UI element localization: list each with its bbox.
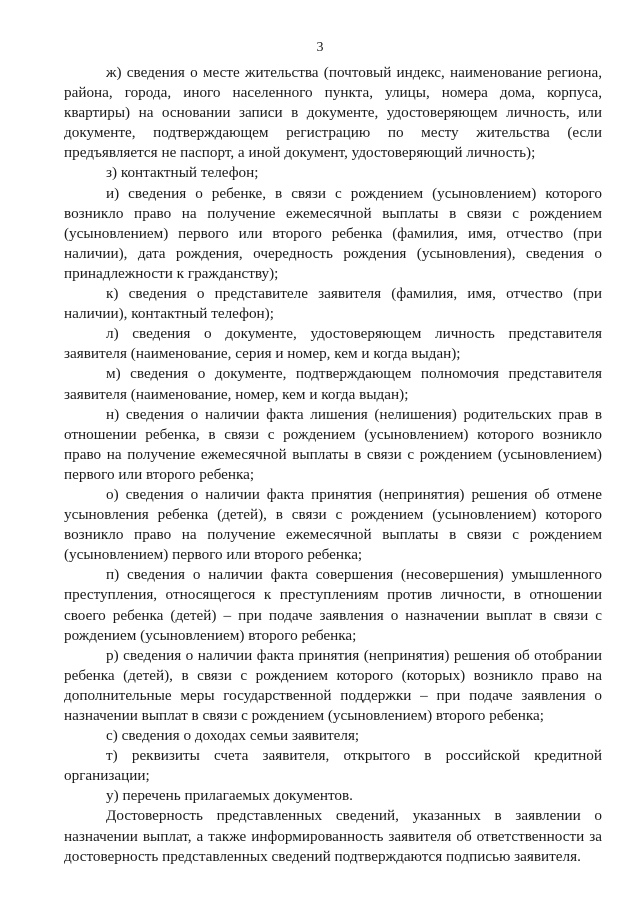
paragraph-z-phone: з) контактный телефон; <box>106 164 259 182</box>
document-body <box>64 63 602 867</box>
paragraph-m-authority-document: м) сведения о документе, подтверждающем полномочия представителя заявителя (наименование, номер, кем и когда выдан); <box>64 365 602 403</box>
paragraph-o-adoption-cancel: о) сведения о наличии факта принятия (непринятия) решения об отмене усыновления ребенка (детей), в связи с рождением (усыновлением) которого возникло право на получение ежемесячной выплаты в связи с рождением (усыновлением) первого или второго ребенка; <box>64 485 602 564</box>
paragraph-u-attachments: у) перечень прилагаемых документов. <box>106 787 353 805</box>
page-number: 3 <box>316 40 324 55</box>
paragraph-reliability: Достоверность представленных сведений, указанных в заявлении о назначении выплат, а также информированность заявителя об ответственности за достоверность представленных сведений подтверждаются подписью заявителя. <box>64 807 602 865</box>
paragraph-zh-residence: ж) сведения о месте жительства (почтовый индекс, наименование региона, района, города, иного населенного пункта, улицы, номера дома, корпуса, квартиры) на основании записи в документе, удостоверяющем личность, или документе, подтверждающем регистрацию по месту жительства (если предъявляется не паспорт, а иной документ, удостоверяющий личность); <box>64 64 602 162</box>
paragraph-p-crime: п) сведения о наличии факта совершения (несовершения) умышленного преступления, относящегося к преступлениям против личности, в отношении своего ребенка (детей) – при подаче заявления о назначении выплат в связи с рождением (усыновлением) второго ребенка; <box>64 566 602 644</box>
paragraph-s-income: с) сведения о доходах семьи заявителя; <box>106 727 360 745</box>
paragraph-k-representative: к) сведения о представителе заявителя (фамилия, имя, отчество (при наличии), контактный телефон); <box>64 285 602 323</box>
paragraph-n-parental-rights: н) сведения о наличии факта лишения (нелишения) родительских прав в отношении ребенка, в связи с рождением (усыновлением) которого возникло право на получение ежемесячной выплаты в связи с рождением (усыновлением) первого или второго ребенка; <box>64 405 602 483</box>
paragraph-l-representative-id: л) сведения о документе, удостоверяющем личность представителя заявителя (наименование, серия и номер, кем и когда выдан); <box>64 325 602 363</box>
paragraph-r-child-removal: р) сведения о наличии факта принятия (непринятия) решения об отобрании ребенка (детей), в связи с рождением которого (которых) возникло право на дополнительные меры государственной поддержки – при подаче заявления о назначении выплат в связи с рождением (усыновлением) второго ребенка; <box>64 646 602 724</box>
paragraph-t-bank-account: т) реквизиты счета заявителя, открытого в российской кредитной организации; <box>64 747 602 785</box>
paragraph-i-child: и) сведения о ребенке, в связи с рождением (усыновлением) которого возникло право на получение ежемесячной выплаты в связи с рождением (усыновлением) первого или второго ребенка (фамилия, имя, отчество (при наличии), дата рождения, очередность рождения (усыновления), сведения о принадлежности к гражданству); <box>64 184 602 282</box>
